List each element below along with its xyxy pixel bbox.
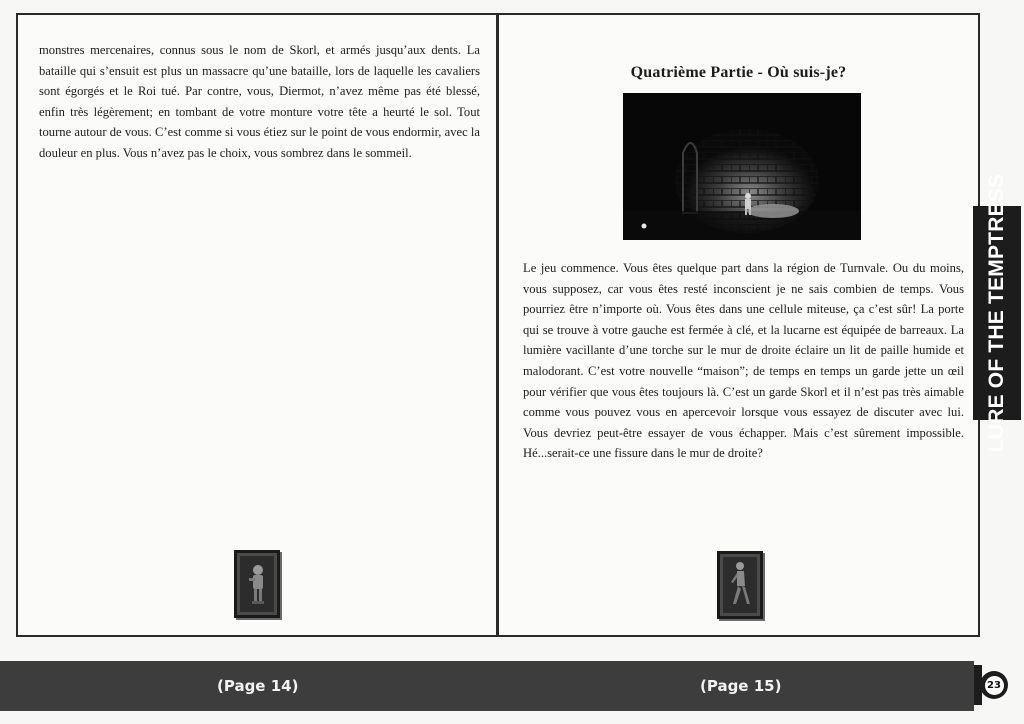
- knight-portrait-icon: [234, 550, 280, 618]
- page-number-left: (Page 14): [217, 677, 299, 695]
- section-title: Quatrième Partie - Où suis-je?: [630, 64, 847, 81]
- right-page-body-text: Le jeu commence. Vous êtes quelque part dans la région de Turnvale. Ou du moins, vous supposez, car vous êtes resté inconscient je ne sais combien de temps. Vous pourriez être n’importe où. Vous êtes dans une cellule miteuse, ça c’est sûr! La porte qui se trouve à votre gauche est fermée à clé, et la lucarne est équipée de barreaux. La lumière vacillante d’une torche sur le mur de droite éclaire un lit de paille humide et malodorant. C’est votre nouvelle “maison”; de temps en temps un garde jette un œil pour vérifier que vous êtes toujours là. C’est un garde Skorl et il n’est pas très aimable comme vous pouvez vous en apercevoir lorsque vous essayez de discuter avec lui. Vous devriez peut-être essayer de vous échapper. Mais c’est sûrement impossible. Hé...serait-ce une fissure dans le mur de droite?: [523, 261, 964, 461]
- walking-figure-portrait-icon: [717, 551, 763, 619]
- left-page-body-text: monstres mercenaires, connus sous le nom de Skorl, et armés jusqu’aux dents. La bataille qui s’ensuit est plus un massacre qu’une bataille, lors de laquelle les cavaliers sont égorgés et le Roi tué. Par contre, vous, Diermot, n’avez même pas été blessé, enfin très légèrement; en tombant de votre monture votre tête a heurté le sol. Tout tourne autour de vous. C’est comme si vous étiez sur le point de vous endormir, avec la douleur en plus. Vous n’avez pas le choix, vous sombrez dans le sommeil.: [39, 43, 480, 160]
- left-page: [16, 13, 498, 637]
- page-number-right: (Page 15): [700, 677, 782, 695]
- page-footer-bar: [0, 661, 974, 711]
- game-title-sidebar: [973, 173, 1021, 453]
- badge-number: 23: [985, 676, 1004, 695]
- badge-circle: [980, 671, 1008, 699]
- right-page: [497, 13, 980, 637]
- manual-page-badge: [974, 661, 1024, 711]
- dungeon-cell-screenshot: [623, 93, 861, 240]
- game-title-label: LURE OF THE TEMPTRESS: [985, 173, 1008, 453]
